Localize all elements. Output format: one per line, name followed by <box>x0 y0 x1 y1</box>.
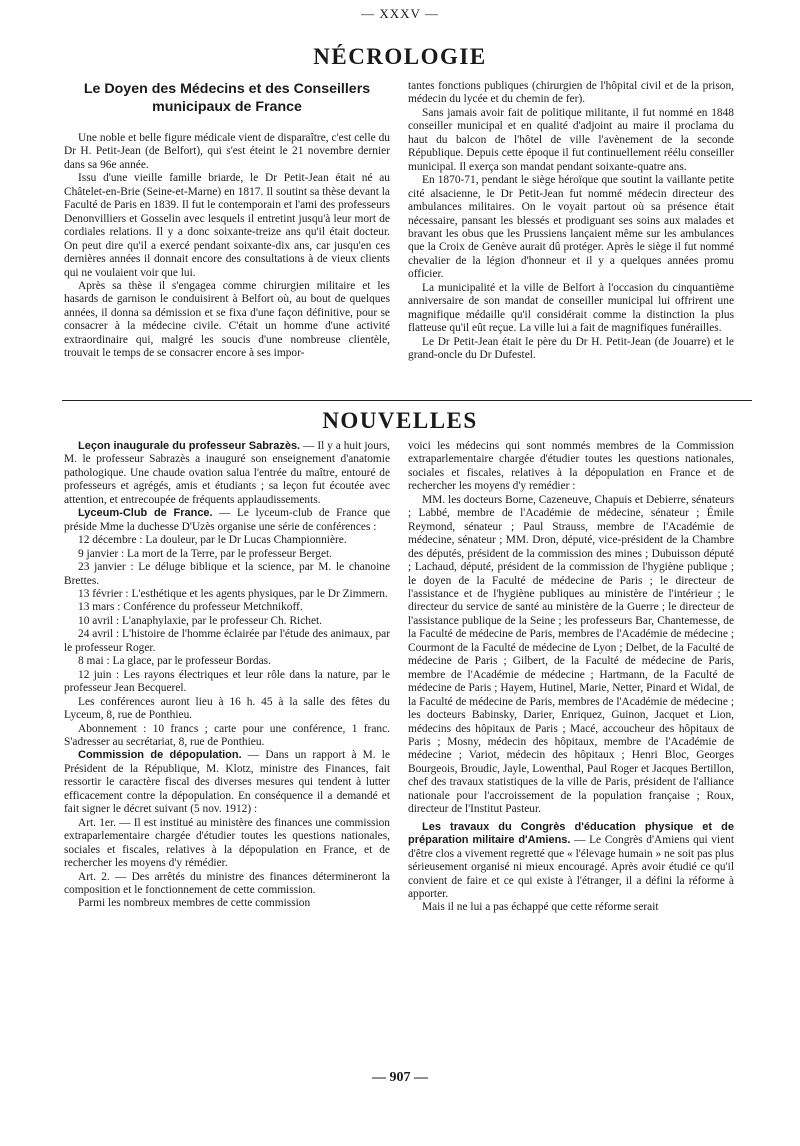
paragraph: Sans jamais avoir fait de politique militante, il fut nommé en 1848 conseiller municipal et en qualité d'adjoint au maire il proclama du haut du balcon de l'hôtel de ville l'avènement de la seconde République. Depuis cette époque il fut continuellement réélu conseiller municipal. Il exerça son mandat pendant soixante-quatre ans. <box>408 106 734 173</box>
paragraph: Mais il ne lui a pas échappé que cette réforme serait <box>422 901 659 914</box>
paragraph: MM. les docteurs Borne, Cazeneuve, Chapuis et Debierre, sénateurs ; Labbé, membre de l'Académie de médecine, sénateur ; Émile Reymond, sénateur ; Paul Strauss, membre de l'Académie de médecine, sénateur ; MM. Dron, député, vice-président de la Chambre des députés, président de la commission des mines ; Dubuisson député ; Lachaud, député, président de la commission de l'hygiène publique ; le doyen de la Faculté de médecine de Paris ; le directeur de l'assistance et de l'hygiène publiques au ministère de l'intérieur ; le directeur du service de santé au ministère de la Guerre ; le directeur de l'assistance publique de la Seine ; les professeurs Bar, Chantemesse, de la Faculté de médecine de Paris, membres de l'Académie de médecine ; Courmont de la Faculté de médecine de Lyon ; Delbet, de la Faculté de médecine de Paris ; Gilbert, de la Faculté de médecine de Paris, membre de l'Académie de médecine ; Hartmann, de la Faculté de médecine de Paris ; Hayem, Hutinel, Marie, Netter, Pinard et Widal, de la Faculté de médecine de Paris, membres de l'Académie de médecine ; les docteurs Babinsky, Darier, Enriquez, Guinon, Jacquet et Lion, médecins des hôpitaux de Paris ; Macé, accoucheur des hôpitaux de Paris ; Mosny, médecin des hôpitaux, membre de l'Académie de médecine ; Variot, médecin des hôpitaux ; Henri Bloc, Georges Bourgeois, Broudic, Jayle, Lowenthal, Paul Roger et Jacques Bertillon, chef des travaux statistiques de la ville de Paris, président de l'alliance nationale pour l'accroissement de la population française ; Roux, directeur de l'Institut Pasteur. <box>408 493 734 816</box>
paragraph: Art. 2. — Des arrêtés du ministre des finances détermineront la composition et le fonctionnement de cette commission. <box>64 870 390 896</box>
paragraph: Le Dr Petit-Jean était le père du Dr H. Petit-Jean (de Jouarre) et le grand-oncle du Dr Dufestel. <box>408 335 734 362</box>
page-number-bottom: — 907 — <box>372 1070 428 1085</box>
article-title: Le Doyen des Médecins et des Conseillers municipaux de France <box>83 81 371 115</box>
paragraph: Parmi les nombreux membres de cette commission <box>78 897 311 910</box>
paragraph: Issu d'une vieille famille briarde, le Dr Petit-Jean était né au Châtelet-en-Brie (Seine-et-Marne) en 1817. Il soutint sa thèse devant la Faculté de Paris en 1839. Il fut le contemporain et l'ami des professeurs Denonvilliers et Gosselin avec lesquels il entretint jusqu'à leur mort de cordiales relations. Il y a donc soixante-treize ans qu'il était docteur. On peut dire qu'il a exercé pendant soixante-dix ans, car jusqu'en ces dernières années il donnait encore des consultations à de vieux clients qui ne voulaient voir que lui. <box>64 172 390 279</box>
list-item: 9 janvier : La mort de la Terre, par le professeur Berget. <box>78 547 333 560</box>
nouvelles-left-column <box>64 440 390 911</box>
page-number-top: — XXXV — <box>361 6 439 21</box>
news-item: Leçon inaugurale du professeur Sabrazès. — Il y a huit jours, M. le professeur Sabrazès a inauguré son enseignement d'anatomie pathologique. Une chaude ovation salua l'entrée du maître, entouré de professeurs et agrégés, amis et étudiants ; sa leçon fut écoutée avec attention, et entrecoupée de fréquents applaudissements. <box>64 440 390 506</box>
list-item: Les conférences auront lieu à 16 h. 45 à la salle des fêtes du Lyceum, 8, rue de Ponthieu. <box>64 695 390 722</box>
list-item: 13 février : L'esthétique et les agents physiques, par le Dr Zimmern. <box>78 587 388 600</box>
paragraph: Art. 1er. — Il est institué au ministère des finances une commission extraparlementaire chargée d'étudier toutes les questions nationales, sociales et fiscales, relatives à la dépopulation en France, et de rechercher les moyens d'y rémédier. <box>64 816 390 870</box>
list-item: Abonnement : 10 francs ; carte pour une conférence, 1 franc. S'adresser au secrétariat, 8, rue de Ponthieu. <box>64 722 390 748</box>
news-title: Leçon inaugurale du professeur Sabrazès. <box>78 440 301 452</box>
necrologie-heading: NÉCROLOGIE <box>313 44 487 69</box>
necrologie-left-column <box>64 80 390 361</box>
list-item: 12 décembre : La douleur, par le Dr Lucas Championnière. <box>78 534 347 547</box>
nouvelles-heading: NOUVELLES <box>322 408 478 433</box>
news-item: Lyceum-Club de France. — Le lyceum-club de France que préside Mme la duchesse D'Uzès organise une série de conférences : <box>64 507 391 533</box>
paragraph: Une noble et belle figure médicale vient de disparaître, c'est celle du Dr H. Petit-Jean (de Belfort), qui s'est éteint le 21 novembre dernier dans sa 96e année. <box>64 132 390 171</box>
paragraph: tantes fonctions publiques (chirurgien de l'hôpital civil et de la prison, médecin du lycée et du chemin de fer). <box>408 80 734 106</box>
list-item: 12 juin : Les rayons électriques et leur rôle dans la nature, par le professeur Jean Becquerel. <box>64 668 390 695</box>
news-title: Lyceum-Club de France. <box>78 507 213 520</box>
list-item: 23 janvier : Le déluge biblique et la science, par M. le chanoine Brettes. <box>64 561 390 587</box>
nouvelles-right-column <box>408 440 734 915</box>
paragraph: voici les médecins qui sont nommés membres de la Commission extraparlementaire chargée d'étudier toutes les questions nationales, sociales et fiscales, relatives à la dépopulation en France et de rechercher les moyens d'y remédier : <box>408 440 734 493</box>
paragraph: Après sa thèse il s'engagea comme chirurgien militaire et les hasards de garnison le conduisirent à Belfort où, au bout de quelques années, il donna sa démission et se fixa d'une façon définitive, pour se consacrer à la médecine civile. C'était un homme d'une activité extraordinaire qui, malgré les soucis d'une nombreuse clientèle, trouvait le temps de se consacrer encore à ses impor- <box>64 279 390 360</box>
list-item: 8 mai : La glace, par le professeur Bordas. <box>78 655 271 668</box>
list-item: 24 avril : L'histoire de l'homme éclairée par l'étude des animaux, par le professeur Roger. <box>64 628 390 654</box>
news-title: Commission de dépopulation. <box>78 749 242 762</box>
paragraph: La municipalité et la ville de Belfort à l'occasion du cinquantième anniversaire de son mandat de conseiller municipal lui offrirent une magnifique médaille qu'il considérait comme la distinction la plus flatteuse qu'il eût reçue. La ville lui a fait de magnifiques funérailles. <box>408 281 734 335</box>
news-item: Les travaux du Congrès d'éducation physique et de préparation militaire d'Amiens. — Le Congrès d'Amiens qui vient d'être clos a vivement regretté que « l'élevage humain » ne soit pas plus sérieusement organisé ni mieux encouragé. Après avoir étudié ce qu'il convient de faire et ce qui existe à l'étranger, il a défini la réforme à apporter. <box>408 820 735 900</box>
list-item: 10 avril : L'anaphylaxie, par le professeur Ch. Richet. <box>78 614 323 627</box>
necrologie-right-column <box>408 80 734 363</box>
news-item: Commission de dépopulation. — Dans un rapport à M. le Président de la République, M. Klotz, ministre des Finances, fait ressortir le caractère fiscal des diverses mesures qui tendent à lutter efficacement contre la dépopulation. En conséquence il a demandé et fait signer le décret suivant (5 nov. 1912) : <box>64 749 390 816</box>
paragraph: En 1870-71, pendant le siège héroïque que soutint la vaillante petite cité alsacienne, le Dr Petit-Jean fut nommé médecin directeur des ambulances militaires. On le voyait partout où sa présence était nécessaire, pansant les blessés et prodiguant ses soins aux malades et bravant les obus que les Prussiens lançaient même sur les ambulances que la Croix de Genève aurait dû protéger. Après le siège il fut nommé chevalier de la légion d'honneur et il y a quelques années promu officier. <box>408 174 734 281</box>
section-divider <box>62 400 752 401</box>
list-item: 13 mars : Conférence du professeur Metchnikoff. <box>78 601 303 614</box>
news-title: Les travaux du Congrès d'éducation physique et de préparation militaire d'Amiens. <box>408 820 734 847</box>
